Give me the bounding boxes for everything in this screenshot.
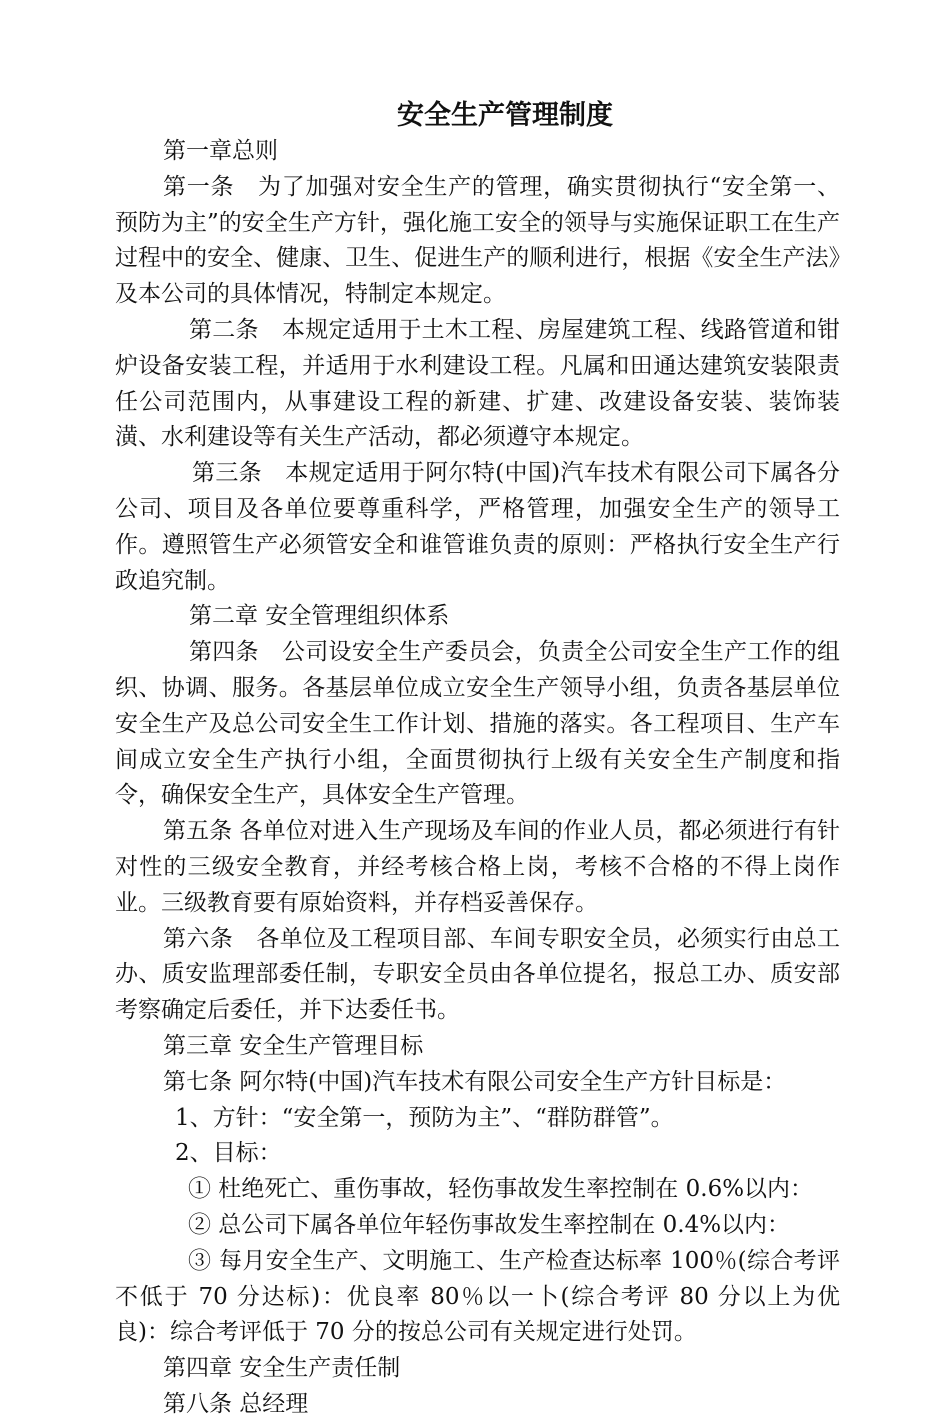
- chapter-heading-2: 第二章 安全管理组织体系: [189, 603, 450, 630]
- chapter-heading-3: 第三章 安全生产管理目标: [163, 1032, 424, 1059]
- article-6: 第六条 各单位及工程项目部、车间专职安全员，必须实行由总工办、质安监理部委任制，专职安全员由各单位提名，报总工办、质安部考察确定后委任，并下达委任书。: [115, 925, 840, 1024]
- chapter-heading-1: 第一章总则: [163, 138, 278, 164]
- chapter-heading-4: 第四章 安全生产责任制: [163, 1355, 401, 1382]
- article-2: 第二条 本规定适用于土木工程、房屋建筑工程、线路管道和钳炉设备安装工程，并适用于水利建设工程。凡属和田通达建筑安装限责任公司范围内，从事建设工程的新建、扩建、改建设备安装、装饰装潢、水利建设等有关生产活动，都必须遵守本规定。: [115, 316, 840, 451]
- article-7: 第七条 阿尔特(中国)汽车技术有限公司安全生产方针目标是：: [163, 1068, 787, 1095]
- article-8: 第八条 总经理: [163, 1390, 309, 1417]
- article-4: 第四条 公司设安全生产委员会，负责全公司安全生产工作的组织、协调、服务。各基层单位成立安全生产领导小组，负责各基层单位安全生产及总公司安全生工作计划、措施的落实。各工程项目、生产车间成立安全生产执行小组，全面贯彻执行上级有关安全生产制度和指令，确保安全生产，具体安全生产管理。: [115, 639, 840, 809]
- goal-item-3: ③ 每月安全生产、文明施工、生产检查达标率 100％(综合考评不低于 70 分达标)：优良率 80％以一卜(综合考评 80 分以上为优良)：综合考评低于 70 分的按总公司有关规定进行处罚。: [115, 1247, 840, 1346]
- document-body: [115, 134, 840, 1423]
- goal-item-2: ② 总公司下属各单位年轻伤事故发生率控制在 0.4%以内：: [188, 1211, 791, 1238]
- goal-item-1: ① 杜绝死亡、重伤事故，轻伤事故发生率控制在 0.6%以内：: [188, 1176, 814, 1203]
- article-5: 第五条 各单位对进入生产现场及车间的作业人员，都必须进行有针对性的三级安全教育，并经考核合格上岗，考核不合格的不得上岗作业。三级教育要有原始资料，并存档妥善保存。: [115, 818, 840, 916]
- document-title: 安全生产管理制度: [397, 100, 613, 131]
- list-item-policy: 1、方针：“安全第一，预防为主”、“群防群管”。: [175, 1104, 674, 1131]
- article-3: 第三条 本规定适用于阿尔特(中国)汽车技术有限公司下属各分公司、项目及各单位要尊重科学，严格管理，加强安全生产的领导工作。遵照管生产必须管安全和谁管谁负责的原则：严格执行安全生产行政追究制。: [115, 460, 840, 594]
- article-1: 第一条 为了加强对安全生产的管理，确实贯彻执行“安全第一、预防为主”的安全生产方针，强化施工安全的领导与实施保证职工在生产过程中的安全、健康、卫生、促进生产的顺利进行，根据《安全生产法》及本公司的具体情况，特制定本规定。: [115, 173, 840, 308]
- list-item-goals: 2、目标：: [175, 1140, 282, 1167]
